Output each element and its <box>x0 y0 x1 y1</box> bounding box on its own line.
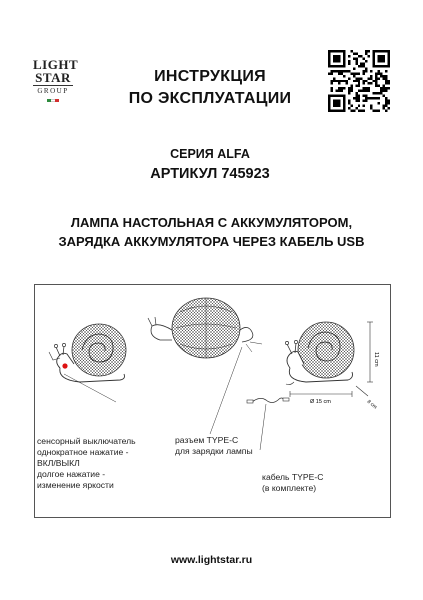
cable-label-line: кабель TYPE-C <box>262 472 324 482</box>
switch-label-line: изменение яркости <box>37 480 114 490</box>
article-number: АРТИКУЛ 745923 <box>150 166 270 182</box>
series-label: СЕРИЯ ALFA <box>170 147 250 161</box>
switch-label-line: ВКЛ/ВЫКЛ <box>37 458 80 468</box>
switch-label-line: долгое нажатие - <box>37 469 106 479</box>
logo-line-1: LIGHT <box>33 57 79 72</box>
cable-label-line: (в комплекте) <box>262 483 317 493</box>
switch-label-line: сенсорный выключатель <box>37 436 136 446</box>
description-line-1: ЛАМПА НАСТОЛЬНАЯ С АККУМУЛЯТОРОМ, <box>70 215 353 230</box>
depth-dimension-label: 8 cm <box>365 398 378 411</box>
lamp-side-view-left <box>49 324 126 402</box>
product-description <box>30 213 393 251</box>
type-c-connector-label <box>175 435 275 457</box>
height-dimension-label: 11 cm <box>373 352 379 367</box>
logo-line-2: STAR <box>35 70 71 85</box>
connector-label-line: для зарядки лампы <box>175 446 253 456</box>
touch-switch-label <box>37 436 167 491</box>
logo-line-3: GROUP <box>33 85 73 96</box>
connector-label-line: разъем TYPE-C <box>175 435 239 445</box>
brand-logo <box>33 57 79 102</box>
website-link[interactable]: www.lightstar.ru <box>170 554 253 566</box>
description-line-2: ЗАРЯДКА АККУМУЛЯТОРА ЧЕРЕЗ КАБЕЛЬ USB <box>58 234 365 249</box>
type-c-cable-label <box>262 472 362 494</box>
italian-flag-icon <box>47 99 59 102</box>
document-title <box>100 66 320 110</box>
lamp-side-view-dimensions <box>285 322 373 397</box>
length-dimension-label: Ø 15 cm <box>310 399 331 405</box>
lamp-front-view <box>148 298 262 434</box>
title-line-2: ПО ЭКСПЛУАТАЦИИ <box>128 90 292 107</box>
title-line-1: ИНСТРУКЦИЯ <box>154 68 266 85</box>
switch-label-line: однократное нажатие - <box>37 447 129 457</box>
qr-code-icon <box>328 50 390 112</box>
